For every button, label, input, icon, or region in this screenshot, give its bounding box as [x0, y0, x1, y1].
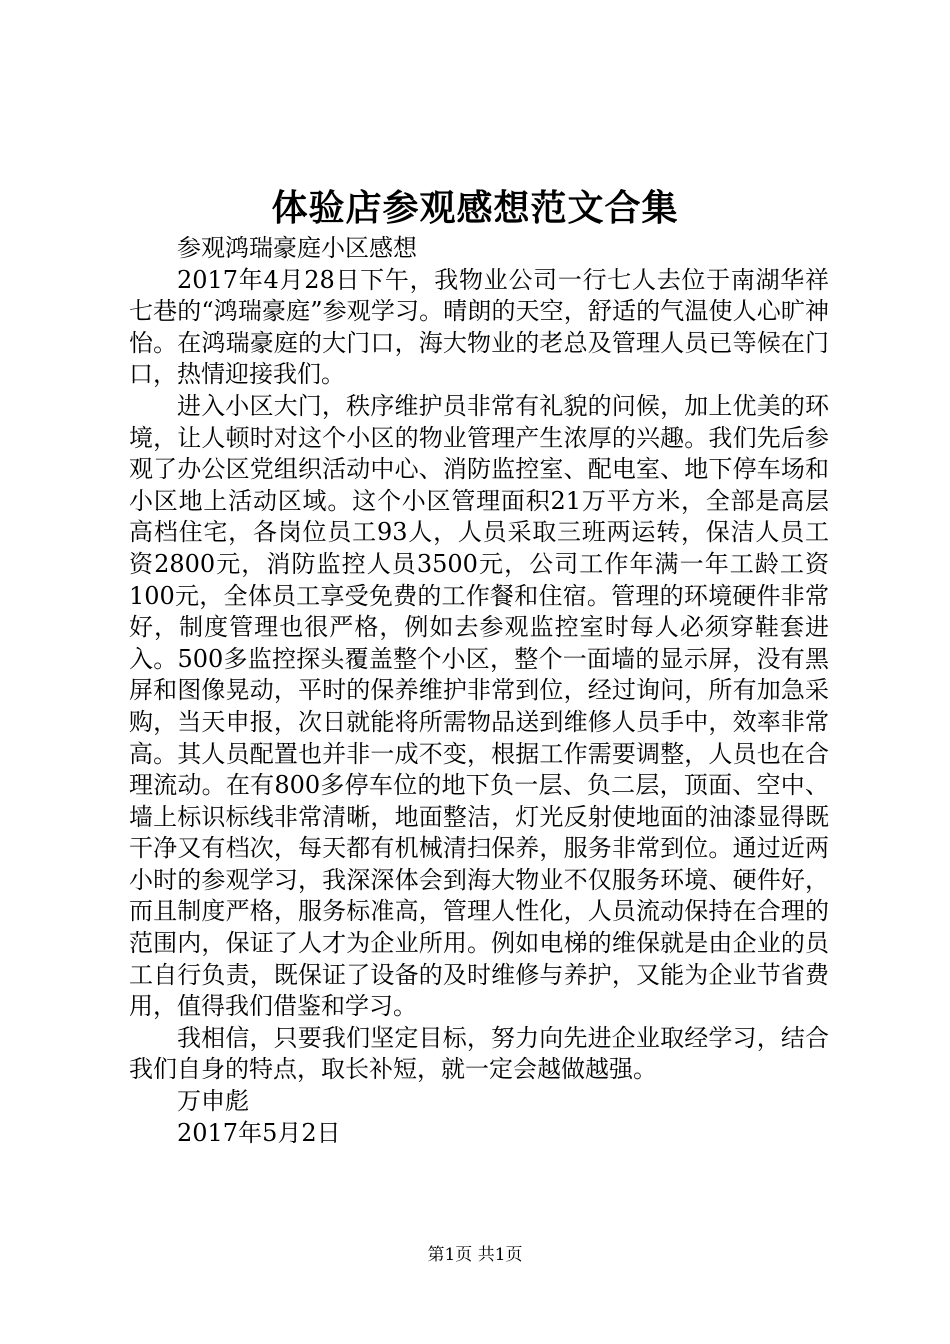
- body-paragraph-intro: 2017年4月28日下午，我物业公司一行七人去位于南湖华祥七巷的“鸿瑞豪庭”参观学习。晴朗的天空，舒适的气温使人心旷神怡。在鸿瑞豪庭的大门口，海大物业的老总及管理人员已等候在门口，热情迎接我们。: [129, 265, 829, 389]
- author-signature: 万申彪: [177, 1087, 249, 1116]
- document-title: 体验店参观感想范文合集: [271, 187, 679, 229]
- subtitle-paragraph: 参观鸿瑞豪庭小区感想: [177, 234, 417, 262]
- document-body: [129, 233, 829, 1149]
- body-paragraph-main: 进入小区大门，秩序维护员非常有礼貌的问候，加上优美的环境，让人顿时对这个小区的物业管理产生浓厚的兴趣。我们先后参观了办公区党组织活动中心、消防监控室、配电室、地下停车场和小区地上活动区域。这个小区管理面积21万平方米，全部是高层高档住宅，各岗位员工93人，人员采取三班两运转，保洁人员工资2800元，消防监控人员3500元，公司工作年满一年工龄工资100元，全体员工享受免费的工作餐和住宿。管理的环境硬件非常好，制度管理也很严格，例如去参观监控室时每人必须穿鞋套进入。500多监控探头覆盖整个小区，整个一面墙的显示屏，没有黑屏和图像晃动，平时的保养维护非常到位，经过询问，所有加急采购，当天申报，次日就能将所需物品送到维修人员手中，效率非常高。其人员配置也并非一成不变，根据工作需要调整，人员也在合理流动。在有800多停车位的地下负一层、负二层，顶面、空中、墙上标识标线非常清晰，地面整洁，灯光反射使地面的油漆显得既干净又有档次，每天都有机械清扫保养，服务非常到位。通过近两小时的参观学习，我深深体会到海大物业不仅服务环境、硬件好，而且制度严格，服务标准高，管理人性化，人员流动保持在合理的范围内，保证了人才为企业所用。例如电梯的维保就是由企业的员工自行负责，既保证了设备的及时维修与养护，又能为企业节省费用，值得我们借鉴和学习。: [129, 391, 829, 1021]
- body-paragraph-conclusion: 我相信，只要我们坚定目标，努力向先进企业取经学习，结合我们自身的特点，取长补短，就一定会越做越强。: [129, 1023, 829, 1084]
- page-number-footer: 第1页 共1页: [427, 1245, 523, 1265]
- document-date: 2017年5月2日: [177, 1118, 341, 1147]
